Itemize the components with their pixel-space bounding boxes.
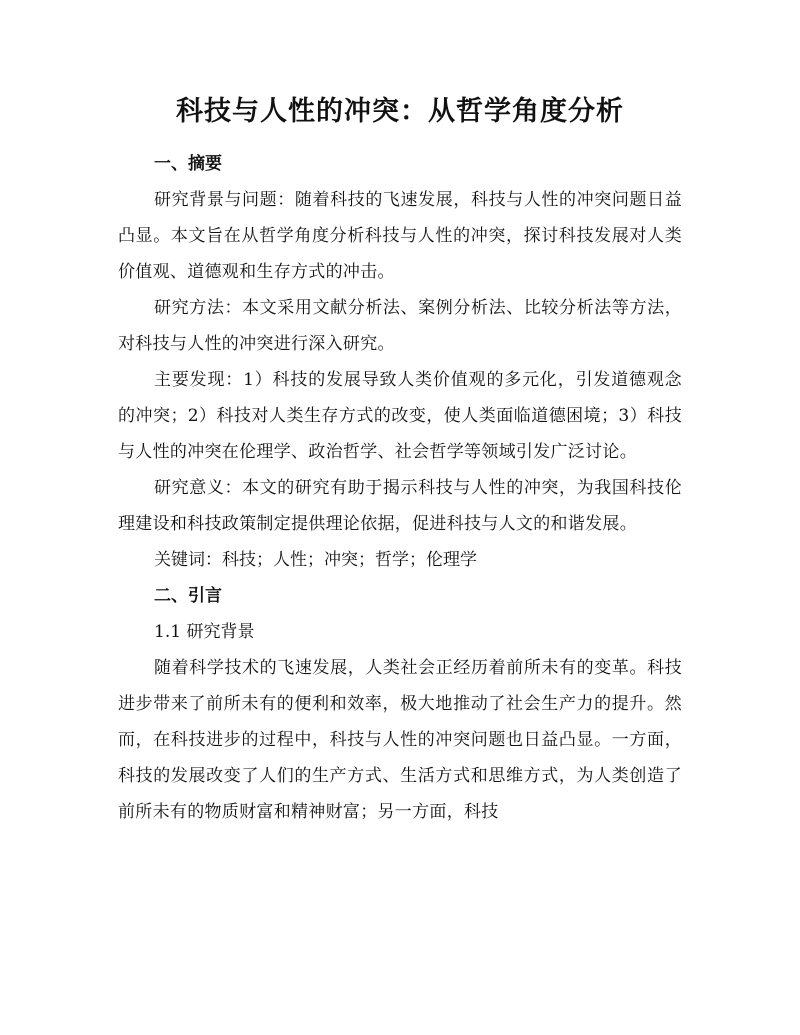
- abstract-significance-paragraph: 研究意义：本文的研究有助于揭示科技与人性的冲突，为我国科技伦理建设和科技政策制定提供理论依据，促进科技与人文的和谐发展。: [118, 478, 682, 534]
- keywords-line: 关键词：科技；人性；冲突；哲学；伦理学: [154, 550, 477, 570]
- abstract-background-paragraph: 研究背景与问题：随着科技的飞速发展，科技与人性的冲突问题日益凸显。本文旨在从哲学角度分析科技与人性的冲突，探讨科技发展对人类价值观、道德观和生存方式的冲击。: [118, 190, 682, 282]
- abstract-methods-paragraph: 研究方法：本文采用文献分析法、案例分析法、比较分析法等方法，对科技与人性的冲突进行深入研究。: [118, 298, 682, 354]
- document-title: 科技与人性的冲突：从哲学角度分析: [176, 96, 624, 127]
- introduction-paragraph: 随着科学技术的飞速发展，人类社会正经历着前所未有的变革。科技进步带来了前所未有的便利和效率，极大地推动了社会生产力的提升。然而，在科技进步的过程中，科技与人性的冲突问题也日益凸显。一方面，科技的发展改变了人们的生产方式、生活方式和思维方式，为人类创造了前所未有的物质财富和精神财富；另一方面，科技: [118, 658, 682, 822]
- research-background-subheading: 1.1 研究背景: [154, 622, 255, 642]
- abstract-heading: 一、摘要: [154, 154, 222, 174]
- abstract-findings-paragraph: 主要发现：1）科技的发展导致人类价值观的多元化，引发道德观念的冲突；2）科技对人类生存方式的改变，使人类面临道德困境；3）科技与人性的冲突在伦理学、政治哲学、社会哲学等领域引发广泛讨论。: [118, 370, 682, 462]
- document-page: [118, 92, 682, 830]
- introduction-heading: 二、引言: [154, 586, 222, 606]
